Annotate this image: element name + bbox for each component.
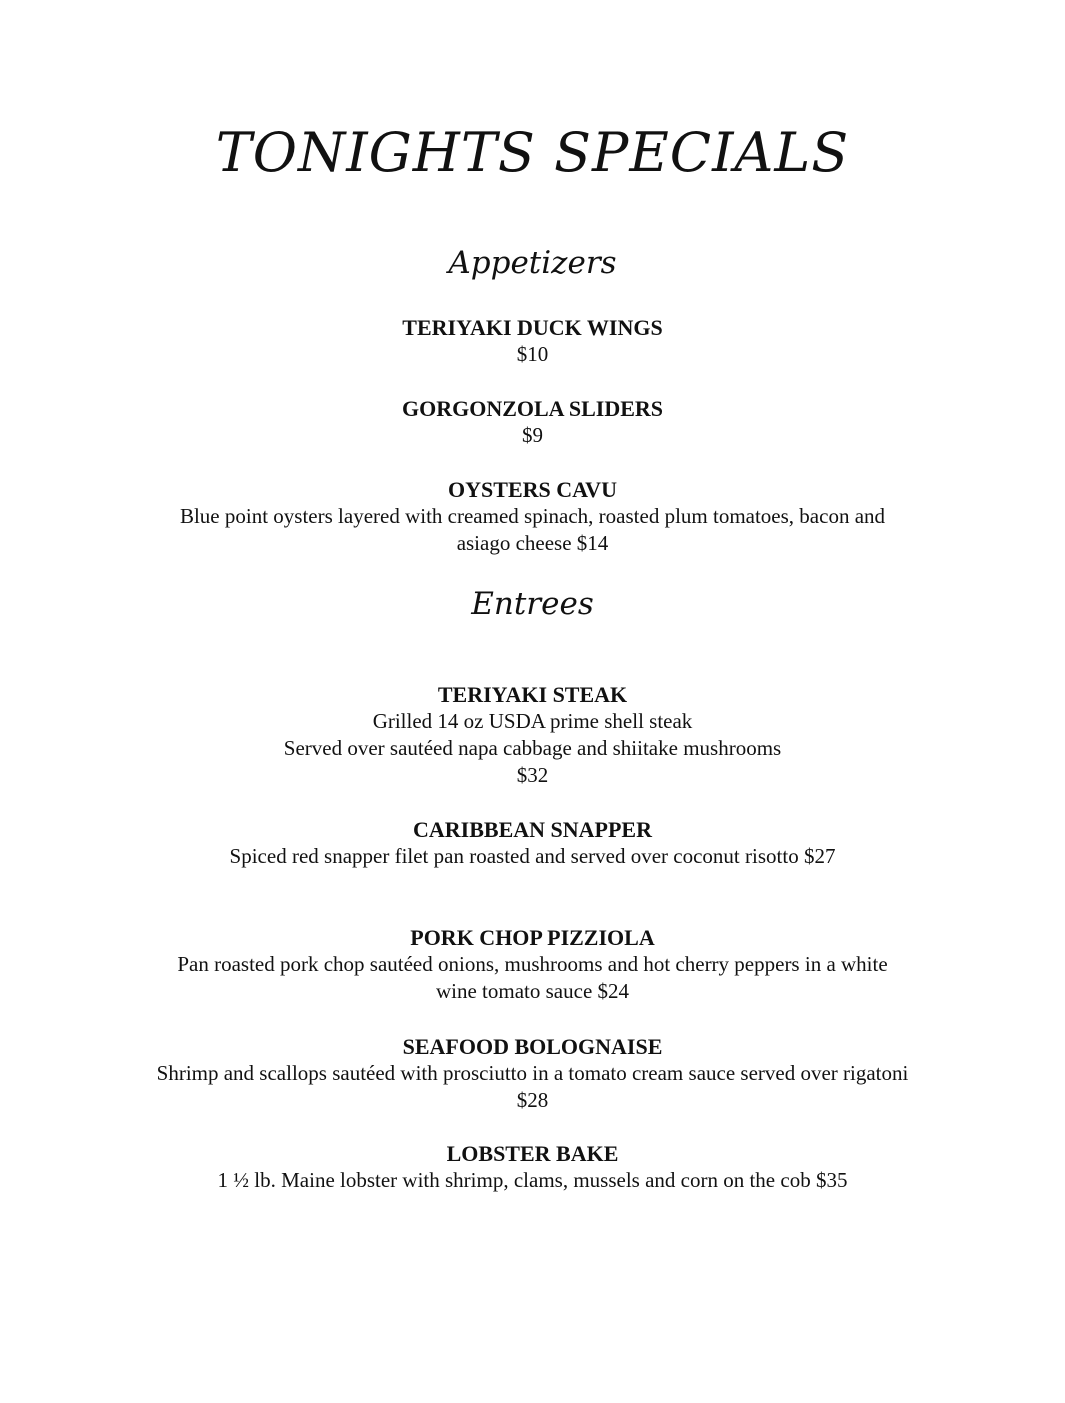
menu-title: TONIGHTS SPECIALS [215,121,850,184]
section-heading-entrees: Entrees [471,586,594,622]
item-description: Grilled 14 oz USDA prime shell steak [372,709,693,733]
menu-item-oysters-cavu [0,476,1065,557]
item-description: Spiced red snapper filet pan roasted and served over coconut risotto $27 [229,844,836,868]
item-name: LOBSTER BAKE [446,1141,619,1166]
item-description: wine tomato sauce $24 [435,979,630,1003]
menu-item-teriyaki-steak [0,681,1065,789]
menu-item-pork-chop-pizziola [0,924,1065,1005]
menu-item-gorgonzola-sliders [0,395,1065,449]
item-description: asiago cheese $14 [456,531,609,555]
item-price: $28 [516,1088,549,1112]
item-description: Blue point oysters layered with creamed spinach, roasted plum tomatoes, bacon and [179,504,886,528]
item-name: SEAFOOD BOLOGNAISE [402,1034,663,1059]
item-name: GORGONZOLA SLIDERS [401,396,663,421]
item-description: Pan roasted pork chop sautéed onions, mushrooms and hot cherry peppers in a white [177,952,888,976]
item-description: Served over sautéed napa cabbage and shiitake mushrooms [283,736,782,760]
section-heading-appetizers: Appetizers [448,245,617,281]
item-price: $9 [522,423,543,447]
item-name: TERIYAKI STEAK [437,682,628,707]
item-name: CARIBBEAN SNAPPER [413,817,652,842]
menu-item-lobster-bake [0,1140,1065,1194]
menu-item-seafood-bolognaise [0,1033,1065,1114]
menu-item-caribbean-snapper [0,816,1065,870]
menu-item-teriyaki-duck-wings [0,314,1065,368]
item-price: $10 [516,342,549,366]
item-name: TERIYAKI DUCK WINGS [402,315,663,340]
item-description: Shrimp and scallops sautéed with prosciutto in a tomato cream sauce served over rigatoni [156,1061,909,1085]
item-price: $32 [516,763,549,787]
item-name: PORK CHOP PIZZIOLA [410,925,655,950]
item-name: OYSTERS CAVU [448,477,617,502]
item-description: 1 ½ lb. Maine lobster with shrimp, clams, mussels and corn on the cob $35 [217,1168,848,1192]
